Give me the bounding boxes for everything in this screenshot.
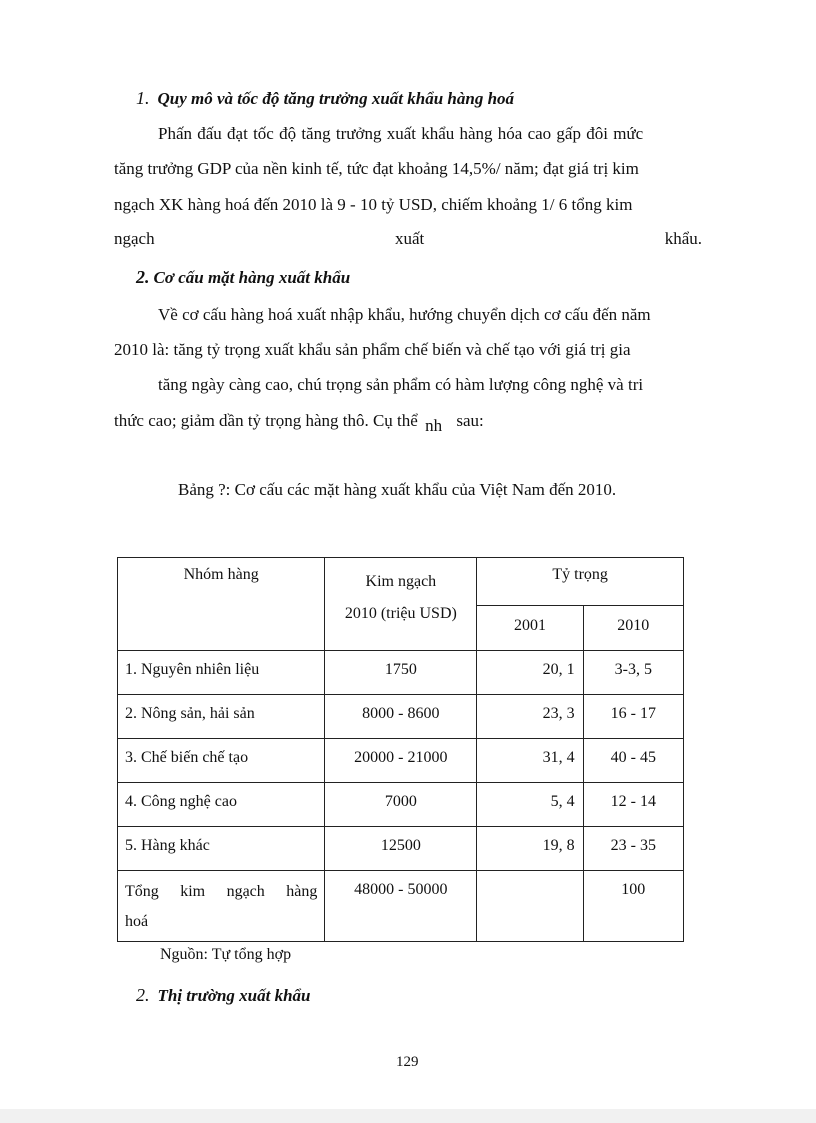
header-value-line-2: 2010 (triệu USD)	[344, 605, 457, 622]
cell-2001: 5, 4	[477, 783, 583, 827]
cell-2010: 16 - 17	[583, 695, 683, 739]
cell-value: 7000	[325, 783, 477, 827]
table-row	[118, 695, 684, 739]
cell-group: 4. Công nghệ cao	[118, 783, 325, 827]
section-2-number: 2.	[136, 267, 150, 287]
header-value-line-1: Kim ngạch	[365, 573, 437, 590]
cell-group: 2. Nông sản, hải sản	[118, 695, 325, 739]
cell-2010: 12 - 14	[583, 783, 683, 827]
table-source: Nguồn: Tự tổng hợp	[160, 946, 292, 963]
section-2-line-4-start: thức cao; giảm dần tỷ trọng hàng thô. Cụ thể	[114, 411, 418, 430]
total-word: ngạch	[226, 883, 265, 900]
cell-value: 12500	[325, 827, 477, 871]
page-bottom-edge	[0, 1109, 816, 1123]
page-number: 129	[396, 1054, 419, 1070]
section-1-word-1: ngạch	[114, 229, 155, 248]
section-2-line-1: Về cơ cấu hàng hoá xuất nhập khẩu, hướng chuyển dịch cơ cấu đến năm	[158, 305, 651, 324]
total-label-line-1	[125, 877, 317, 907]
cell-total-value: 48000 - 50000	[325, 871, 477, 942]
section-1-number: 1.	[136, 88, 150, 108]
header-share: Tỷ trọng	[477, 558, 684, 606]
cell-group: 3. Chế biến chế tạo	[118, 739, 325, 783]
section-2-line-2: 2010 là: tăng tỷ trọng xuất khẩu sản phẩm chế biến và chế tạo với giá trị gia	[114, 340, 631, 359]
section-1-line-1: Phấn đấu đạt tốc độ tăng trưởng xuất khẩu hàng hóa cao gấp đôi mức	[158, 124, 644, 143]
section-1-line-4	[114, 222, 702, 256]
section-2-heading	[136, 267, 350, 288]
section-1-title: Quy mô và tốc độ tăng trưởng xuất khẩu hàng hoá	[157, 89, 515, 108]
cell-value: 20000 - 21000	[325, 739, 477, 783]
export-structure-table	[117, 557, 684, 942]
header-year-2001: 2001	[477, 605, 583, 650]
table-total-row	[118, 871, 684, 942]
total-label-line-2: hoá	[125, 913, 149, 930]
table-row	[118, 827, 684, 871]
header-value	[325, 558, 477, 651]
header-year-2010: 2010	[583, 605, 683, 650]
cell-2010: 40 - 45	[583, 739, 683, 783]
cell-total-2001	[477, 871, 583, 942]
cell-2010: 3-3, 5	[583, 651, 683, 695]
total-word: hàng	[286, 883, 318, 900]
cell-total-label	[118, 871, 325, 942]
table-caption: Bảng ?: Cơ cấu các mặt hàng xuất khẩu của Việt Nam đến 2010.	[178, 480, 617, 499]
cell-total-2010: 100	[583, 871, 683, 942]
section-2-line-4	[114, 404, 484, 438]
section-2-title: Cơ cấu mặt hàng xuất khẩu	[153, 268, 351, 287]
section-1-word-3: khẩu.	[664, 229, 702, 248]
section-1-word-2: xuất	[395, 229, 425, 248]
section-2-line-4-end: sau:	[456, 411, 484, 430]
cell-2001: 31, 4	[477, 739, 583, 783]
section-3-title: Thị trường xuất khẩu	[157, 986, 311, 1005]
cell-2001: 19, 8	[477, 827, 583, 871]
table-row	[118, 783, 684, 827]
cell-group: 5. Hàng khác	[118, 827, 325, 871]
section-2-line-3: tăng ngày càng cao, chú trọng sản phẩm có hàm lượng công nghệ và tri	[158, 375, 644, 394]
cell-value: 8000 - 8600	[325, 695, 477, 739]
total-word: kim	[180, 883, 206, 900]
table-row	[118, 739, 684, 783]
section-2-line-4-sub: nh	[425, 416, 443, 435]
section-1-line-2: tăng trưởng GDP của nền kinh tế, tức đạt khoảng 14,5%/ năm; đạt giá trị kim	[114, 159, 639, 178]
table-header-row	[118, 558, 684, 606]
total-word: Tổng	[125, 883, 159, 900]
section-1-heading	[136, 88, 514, 109]
section-3-heading	[136, 985, 311, 1006]
cell-2010: 23 - 35	[583, 827, 683, 871]
header-group: Nhóm hàng	[118, 558, 325, 651]
cell-group: 1. Nguyên nhiên liệu	[118, 651, 325, 695]
table-row	[118, 651, 684, 695]
cell-2001: 23, 3	[477, 695, 583, 739]
section-3-number: 2.	[136, 985, 150, 1005]
cell-value: 1750	[325, 651, 477, 695]
section-1-line-3: ngạch XK hàng hoá đến 2010 là 9 - 10 tỷ USD, chiếm khoảng 1/ 6 tổng kim	[114, 195, 633, 214]
cell-2001: 20, 1	[477, 651, 583, 695]
